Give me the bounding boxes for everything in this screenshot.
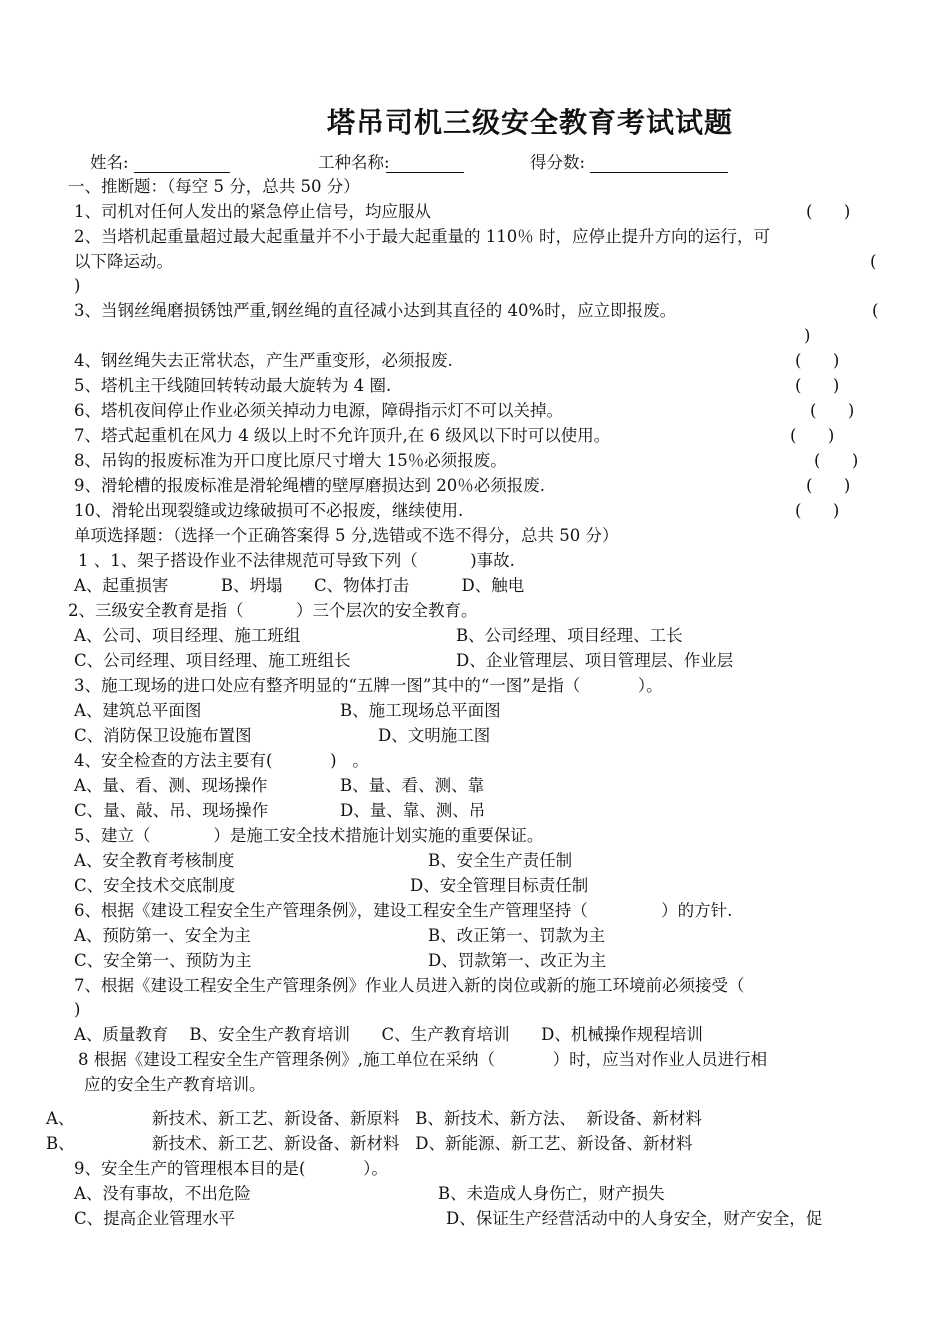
answer-paren-2-close: ) bbox=[74, 276, 81, 295]
mc-q3-option-b: B、施工现场总平面图 bbox=[340, 701, 501, 720]
tf-question-7: 7、塔式起重机在风力 4 级以上时不允许顶升,在 6 级风以下时可以使用。 bbox=[74, 426, 611, 445]
mc-q4-option-c: C、量、敲、吊、现场操作 bbox=[74, 801, 269, 820]
mc-q9-option-b: B、未造成人身伤亡，财产损失 bbox=[438, 1184, 665, 1203]
mc-q2-option-b: B、公司经理、项目经理、工长 bbox=[456, 626, 683, 645]
mc-q8-row2-letter: B、 bbox=[46, 1134, 75, 1153]
job-label: 工种名称: bbox=[318, 153, 390, 172]
answer-paren-5: ( ) bbox=[795, 376, 840, 395]
mc-q4-option-a: A、量、看、测、现场操作 bbox=[74, 776, 268, 795]
mc-q3-option-c: C、消防保卫设施布置图 bbox=[74, 726, 252, 745]
mc-q4-option-d: D、量、靠、测、吊 bbox=[340, 801, 486, 820]
mc-q5-option-b: B、安全生产责任制 bbox=[428, 851, 573, 870]
mc-q4-option-b: B、量、看、测、靠 bbox=[340, 776, 485, 795]
section2-header: 单项选择题：（选择一个正确答案得 5 分,选错或不选不得分，总共 50 分） bbox=[74, 526, 619, 545]
tf-question-5: 5、塔机主干线随回转转动最大旋转为 4 圈. bbox=[74, 376, 392, 395]
answer-paren-3-open: ( bbox=[872, 301, 879, 320]
answer-paren-4: ( ) bbox=[795, 351, 840, 370]
mc-question-9: 9、安全生产的管理根本目的是( ）。 bbox=[74, 1159, 388, 1178]
mc-q6-option-a: A、预防第一、安全为主 bbox=[74, 926, 251, 945]
tf-question-9: 9、滑轮槽的报废标准是滑轮绳槽的壁厚磨损达到 20％必须报废. bbox=[74, 476, 545, 495]
section1-header: 一、推断题：（每空 5 分，总共 50 分） bbox=[68, 177, 360, 196]
mc-question-6: 6、根据《建设工程安全生产管理条例》，建设工程安全生产管理坚持（ ）的方针. bbox=[74, 901, 733, 920]
mc-question-2: 2、三级安全教育是指（ ）三个层次的安全教育。 bbox=[68, 601, 478, 620]
tf-question-3: 3、当钢丝绳磨损锈蚀严重,钢丝绳的直径减小达到其直径的 40%时，应立即报废。 bbox=[74, 301, 677, 320]
mc-q9-option-c: C、提高企业管理水平 bbox=[74, 1209, 236, 1228]
answer-paren-7: ( ) bbox=[790, 426, 835, 445]
mc-q8-row1-options: 新技术、新工艺、新设备、新原料 B、新技术、新方法、 新设备、新材料 bbox=[152, 1109, 702, 1128]
mc-question-7: 7、根据《建设工程安全生产管理条例》作业人员进入新的岗位或新的施工环境前必须接受（ bbox=[74, 976, 745, 995]
job-blank bbox=[386, 152, 464, 173]
mc-q2-option-c: C、公司经理、项目经理、施工班组长 bbox=[74, 651, 351, 670]
mc-q7-options: A、质量教育 B、安全生产教育培训 C、生产教育培训 D、机械操作规程培训 bbox=[74, 1025, 703, 1044]
tf-question-6: 6、塔机夜间停止作业必须关掉动力电源，障碍指示灯不可以关掉。 bbox=[74, 401, 563, 420]
mc-question-1: 1 、1、架子搭设作业不法律规范可导致下列（ )事故. bbox=[78, 551, 515, 570]
tf-question-2-cont: 以下降运动。 bbox=[74, 252, 173, 271]
mc-q6-option-b: B、改正第一、罚款为主 bbox=[428, 926, 606, 945]
score-blank bbox=[590, 152, 728, 173]
tf-question-10: 10、滑轮出现裂缝或边缘破损可不必报废，继续使用. bbox=[74, 501, 464, 520]
mc-question-3: 3、施工现场的进口处应有整齐明显的“五牌一图”其中的“一图”是指（ ）。 bbox=[74, 676, 663, 695]
score-label: 得分数: bbox=[530, 153, 586, 172]
mc-question-5: 5、建立（ ）是施工安全技术措施计划实施的重要保证。 bbox=[74, 826, 544, 845]
mc-q5-option-d: D、安全管理目标责任制 bbox=[410, 876, 589, 895]
mc-q9-option-a: A、没有事故，不出危险 bbox=[74, 1184, 251, 1203]
mc-q5-option-a: A、安全教育考核制度 bbox=[74, 851, 235, 870]
mc-q8-row2-options: 新技术、新工艺、新设备、新材料 D、新能源、新工艺、新设备、新材料 bbox=[152, 1134, 693, 1153]
answer-paren-10: ( ) bbox=[795, 501, 840, 520]
mc-question-4: 4、安全检查的方法主要有( ) 。 bbox=[74, 751, 369, 770]
mc-q7-paren-close: ) bbox=[74, 1000, 81, 1019]
name-label: 姓名: bbox=[90, 153, 129, 172]
tf-question-2: 2、当塔机起重量超过最大起重量并不小于最大起重量的 110％ 时，应停止提升方向的运行，可 bbox=[74, 227, 770, 246]
mc-q9-option-d: D、保证生产经营活动中的人身安全，财产安全，促 bbox=[446, 1209, 823, 1228]
tf-question-8: 8、吊钩的报废标准为开口度比原尺寸增大 15％必须报废。 bbox=[74, 451, 507, 470]
mc-q6-option-c: C、安全第一、预防为主 bbox=[74, 951, 252, 970]
mc-q8-row1-letter: A、 bbox=[46, 1109, 75, 1128]
mc-question-8: 8 根据《建设工程安全生产管理条例》,施工单位在采纳（ ）时，应当对作业人员进行相 bbox=[78, 1050, 768, 1069]
name-blank bbox=[134, 152, 230, 173]
tf-question-4: 4、钢丝绳失去正常状态，产生严重变形，必须报废. bbox=[74, 351, 453, 370]
answer-paren-2-open: ( bbox=[870, 252, 877, 271]
mc-q2-option-a: A、公司、项目经理、施工班组 bbox=[74, 626, 301, 645]
mc-q5-option-c: C、安全技术交底制度 bbox=[74, 876, 236, 895]
mc-q6-option-d: D、罚款第一、改正为主 bbox=[428, 951, 607, 970]
answer-paren-8: ( ) bbox=[814, 451, 859, 470]
answer-paren-3-close: ) bbox=[804, 326, 811, 345]
mc-q3-option-d: D、文明施工图 bbox=[378, 726, 491, 745]
answer-paren-9: ( ) bbox=[806, 476, 851, 495]
mc-q3-option-a: A、建筑总平面图 bbox=[74, 701, 202, 720]
answer-paren-1: ( ) bbox=[806, 202, 851, 221]
mc-question-8-cont: 应的安全生产教育培训。 bbox=[84, 1075, 266, 1094]
answer-paren-6: ( ) bbox=[810, 401, 855, 420]
page-title: 塔吊司机三级安全教育考试试题 bbox=[326, 106, 733, 139]
mc-question-1-options: A、起重损害 B、坍塌 C、物体打击 D、触电 bbox=[74, 576, 525, 595]
tf-question-1: 1、司机对任何人发出的紧急停止信号，均应服从 bbox=[74, 202, 431, 221]
mc-q2-option-d: D、企业管理层、项目管理层、作业层 bbox=[456, 651, 734, 670]
